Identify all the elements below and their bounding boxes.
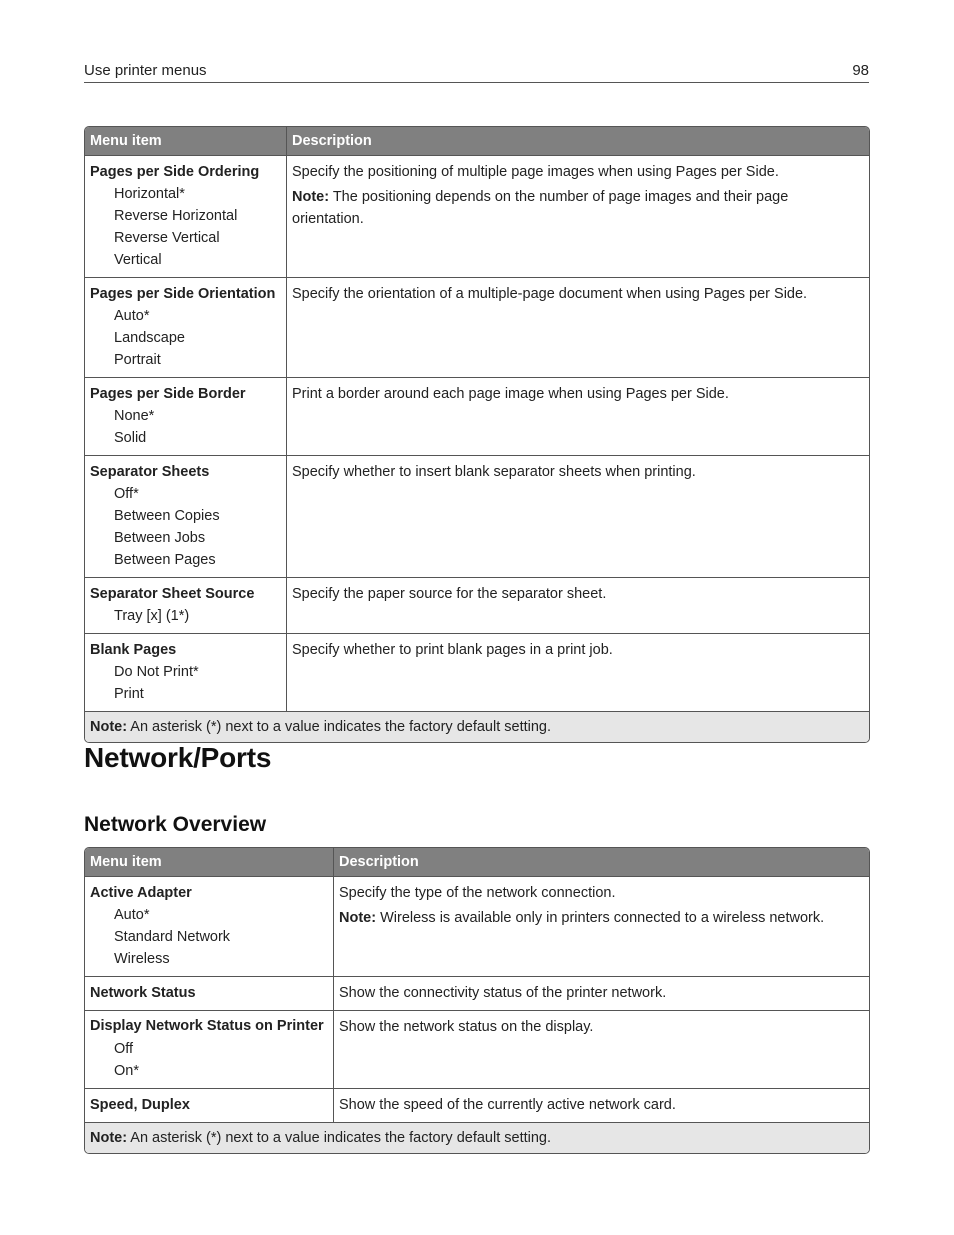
table-header-row: [85, 127, 869, 155]
description-text: Specify whether to print blank pages in a print job.: [292, 642, 613, 658]
menu-option: Landscape: [114, 330, 185, 346]
note-text: An asterisk (*) next to a value indicates the factory default setting.: [127, 1130, 552, 1146]
subsection-title: Network Overview: [84, 813, 267, 836]
menu-item-cell: [85, 455, 286, 577]
description-text: Print a border around each page image when using Pages per Side.: [292, 386, 729, 402]
menu-option: On*: [114, 1063, 139, 1079]
table-footnote: [85, 711, 869, 742]
description-text: Specify the orientation of a multiple-page document when using Pages per Side.: [292, 286, 808, 302]
menu-item-cell: [85, 876, 333, 976]
menu-option: Reverse Vertical: [114, 230, 220, 246]
menu-option: Wireless: [114, 951, 170, 967]
description-text: Specify the paper source for the separator sheet.: [292, 586, 607, 602]
column-header-description: Description: [286, 127, 869, 155]
menu-item-cell: [85, 1088, 333, 1122]
menu-item-cell: [85, 277, 286, 377]
menu-item-name: Pages per Side Border: [90, 386, 246, 402]
menu-item-name: Network Status: [90, 985, 196, 1001]
note-text: The positioning depends on the number of page images and their page orientation.: [292, 189, 789, 227]
note-label: Note:: [90, 719, 128, 735]
note-text: Wireless is available only in printers connected to a wireless network.: [376, 910, 825, 926]
menu-option: Off: [114, 1041, 134, 1057]
menu-item-name: Pages per Side Ordering: [90, 164, 260, 180]
description-text: Show the speed of the currently active network card.: [339, 1097, 676, 1113]
menu-option: Reverse Horizontal: [114, 208, 238, 224]
menu-option: Auto*: [114, 308, 150, 324]
menu-item-name: Blank Pages: [90, 642, 177, 658]
description-text: Show the network status on the display.: [339, 1019, 594, 1035]
menu-option: Between Pages: [114, 552, 216, 568]
page-number: 98: [852, 62, 869, 79]
note-label: Note:: [90, 1130, 128, 1146]
description-cell: [286, 577, 869, 633]
note-label: Note:: [339, 910, 377, 926]
description-text: Show the connectivity status of the printer network.: [339, 985, 667, 1001]
menu-item-name: Speed, Duplex: [90, 1097, 190, 1113]
running-header-title: Use printer menus: [84, 62, 207, 79]
menu-option: Off*: [114, 486, 139, 502]
page-header: [84, 60, 869, 83]
table-row: [85, 277, 869, 377]
menu-item-name: Active Adapter: [90, 885, 192, 901]
menu-option: None*: [114, 408, 155, 424]
description-cell: [286, 377, 869, 455]
menu-item-name: Pages per Side Orientation: [90, 286, 276, 302]
column-header-description: Description: [333, 848, 869, 876]
table-row: [85, 155, 869, 277]
description-cell: [333, 1010, 869, 1088]
table-footnote: [85, 1122, 869, 1153]
menu-option: Portrait: [114, 352, 161, 368]
menu-item-cell: [85, 633, 286, 711]
menu-option: Horizontal*: [114, 186, 185, 202]
table-footnote-row: [85, 711, 869, 742]
table-header-row: [85, 848, 869, 876]
network-overview-menu-table: [84, 847, 870, 1154]
menu-item-cell: [85, 1010, 333, 1088]
table-row: [85, 876, 869, 976]
menu-option: Standard Network: [114, 929, 231, 945]
table-row: [85, 976, 869, 1010]
description-text: Specify whether to insert blank separator sheets when printing.: [292, 464, 696, 480]
description-cell: [333, 976, 869, 1010]
description-text: Specify the positioning of multiple page images when using Pages per Side.: [292, 164, 779, 180]
menu-option: Solid: [114, 430, 147, 446]
column-header-menu-item: Menu item: [85, 848, 333, 876]
menu-item-cell: [85, 155, 286, 277]
description-cell: [286, 277, 869, 377]
menu-option: Between Copies: [114, 508, 220, 524]
menu-option: Between Jobs: [114, 530, 206, 546]
menu-item-name: Separator Sheet Source: [90, 586, 255, 602]
note-text: An asterisk (*) next to a value indicates the factory default setting.: [127, 719, 552, 735]
table-footnote-row: [85, 1122, 869, 1153]
description-cell: [333, 1088, 869, 1122]
menu-option: Tray [x] (1*): [114, 608, 190, 624]
description-text: Specify the type of the network connection.: [339, 885, 616, 901]
table-row: [85, 377, 869, 455]
description-cell: [333, 876, 869, 976]
table-row: [85, 1088, 869, 1122]
menu-option: Print: [114, 686, 144, 702]
section-title: Network/Ports: [84, 742, 272, 773]
table-row: [85, 1010, 869, 1088]
note-label: Note:: [292, 189, 330, 205]
column-header-menu-item: Menu item: [85, 127, 286, 155]
menu-option: Vertical: [114, 252, 162, 268]
description-note: [339, 907, 864, 929]
menu-item-cell: [85, 976, 333, 1010]
menu-item-name: Display Network Status on Printer: [90, 1018, 324, 1034]
table-row: [85, 577, 869, 633]
print-layout-menu-table: [84, 126, 870, 743]
menu-option: Do Not Print*: [114, 664, 199, 680]
table-row: [85, 633, 869, 711]
description-cell: [286, 455, 869, 577]
description-cell: [286, 155, 869, 277]
description-note: [292, 186, 864, 230]
menu-item-name: Separator Sheets: [90, 464, 210, 480]
menu-option: Auto*: [114, 907, 150, 923]
menu-item-cell: [85, 377, 286, 455]
description-cell: [286, 633, 869, 711]
table-row: [85, 455, 869, 577]
menu-item-cell: [85, 577, 286, 633]
